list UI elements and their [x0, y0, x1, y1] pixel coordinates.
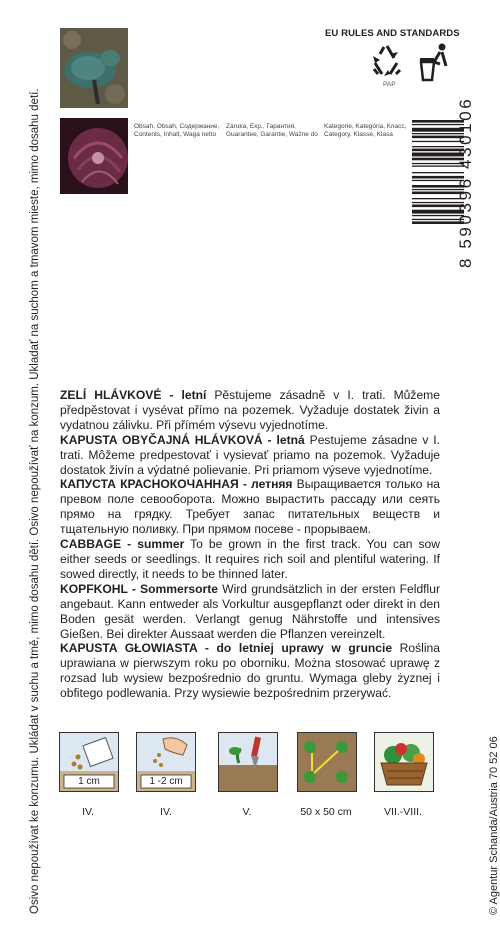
harvest-month-label: VII.-VIII. — [384, 806, 422, 818]
description-ru: КАПУСТА КРАСНОКОЧАННАЯ - летняя Выращивается только на превом поле севооборота. Можно вырастить рассаду или сеять прямо на грядку. Требует запас питательных веществ и тщательную поливку. При прямом посеве - прорываем. — [60, 477, 440, 537]
tidy-man-bin-icon — [416, 42, 452, 87]
planting-month-label: V. — [242, 806, 252, 818]
guarantee-label: Záruka, Exp., Гарантия, Guarantee, Garantie, Ważne do — [226, 123, 318, 138]
eu-standards-title: EU RULES AND STANDARDS — [325, 28, 460, 39]
product-description — [60, 388, 440, 701]
sowing-month-label: IV. — [82, 806, 94, 818]
category-label: Kategorie, Kategória, Класс, Category, Klasse, Klasa — [324, 123, 407, 138]
recycle-icon — [370, 42, 404, 83]
red-cabbage-photo — [60, 118, 128, 194]
description-sk: KAPUSTA OBYČAJNÁ HLÁVKOVÁ - letná Pestujeme zásadne v I. trati. Môžeme predpestovať i vysievať priamo na pozemok. Vyžaduje dostatok živín a výdatné polievanie. Pri priamom výseve vyjednotíme. — [60, 432, 440, 477]
hand-sowing-icon — [136, 732, 196, 792]
sowing-depth-caption-2: 1 -2 cm — [149, 776, 183, 787]
harvest-basket-icon — [374, 732, 434, 792]
barcode-number: 8 590396 430106 — [456, 96, 475, 268]
description-cz: ZELÍ HLÁVKOVÉ - letní Pěstujeme zásadně v I. trati. Můžeme předpěstovat i vysévat přímo na pozemek. Vyžaduje dostatek živin a vydatnou zálivku. Při přímém výsevu vyjednotíme. — [60, 388, 440, 432]
cabbage-field-photo — [60, 28, 128, 108]
seed-packet-sowing-icon — [59, 732, 119, 792]
spacing-label: 50 x 50 cm — [300, 806, 352, 818]
description-pl: KAPUSTA GŁOWIASTA - do letniej uprawy w gruncie Roślina uprawiana w pierwszym roku po oborniku. Można stosować uprawę z rozsad lub wysiew bezpośrednio do gruntu. Wymaga gleby żyznej i obfitego podlewania. Przy wysiewie bezpośrednim przerywać. — [60, 641, 440, 701]
copyright-text: © Agentur Schanda/Austria 70 52 06 — [488, 736, 500, 915]
trowel-planting-icon — [218, 732, 278, 792]
sowing-month-label-2: IV. — [160, 806, 172, 818]
sowing-depth-caption: 1 cm — [78, 776, 100, 787]
contents-label: Obsah, Obsah, Содержание, Contents, Inhalt, Waga netto — [134, 123, 220, 138]
side-warning-text: Osivo nepoužívat ke konzumu. Ukládat v suchu a tmě, mimo dosahu dětí. Osivo nepoužívať na konzum. Ukladať na suchom a tmavom mieste, mimo dosahu detí. — [29, 88, 41, 914]
description-de: KOPFKOHL - Sommersorte Wird grundsätzlich in der ersten Feldflur angebaut. Kann entweder als Vorkultur ausgepflanzt oder direkt in den Boden gesät werden. Verlangt genug Nährstoffe und intensives Gießen. Bei direkter Aussaat werden die Pflanzen vereinzelt. — [60, 581, 440, 641]
description-en: CABBAGE - summer To be grown in the first track. You can sow either seeds or seedlings. It requires rich soil and plentiful watering. If sowed directly, it needs to be thinned later. — [60, 537, 440, 581]
pap-label: PAP — [383, 81, 396, 88]
plant-spacing-icon — [297, 732, 357, 792]
